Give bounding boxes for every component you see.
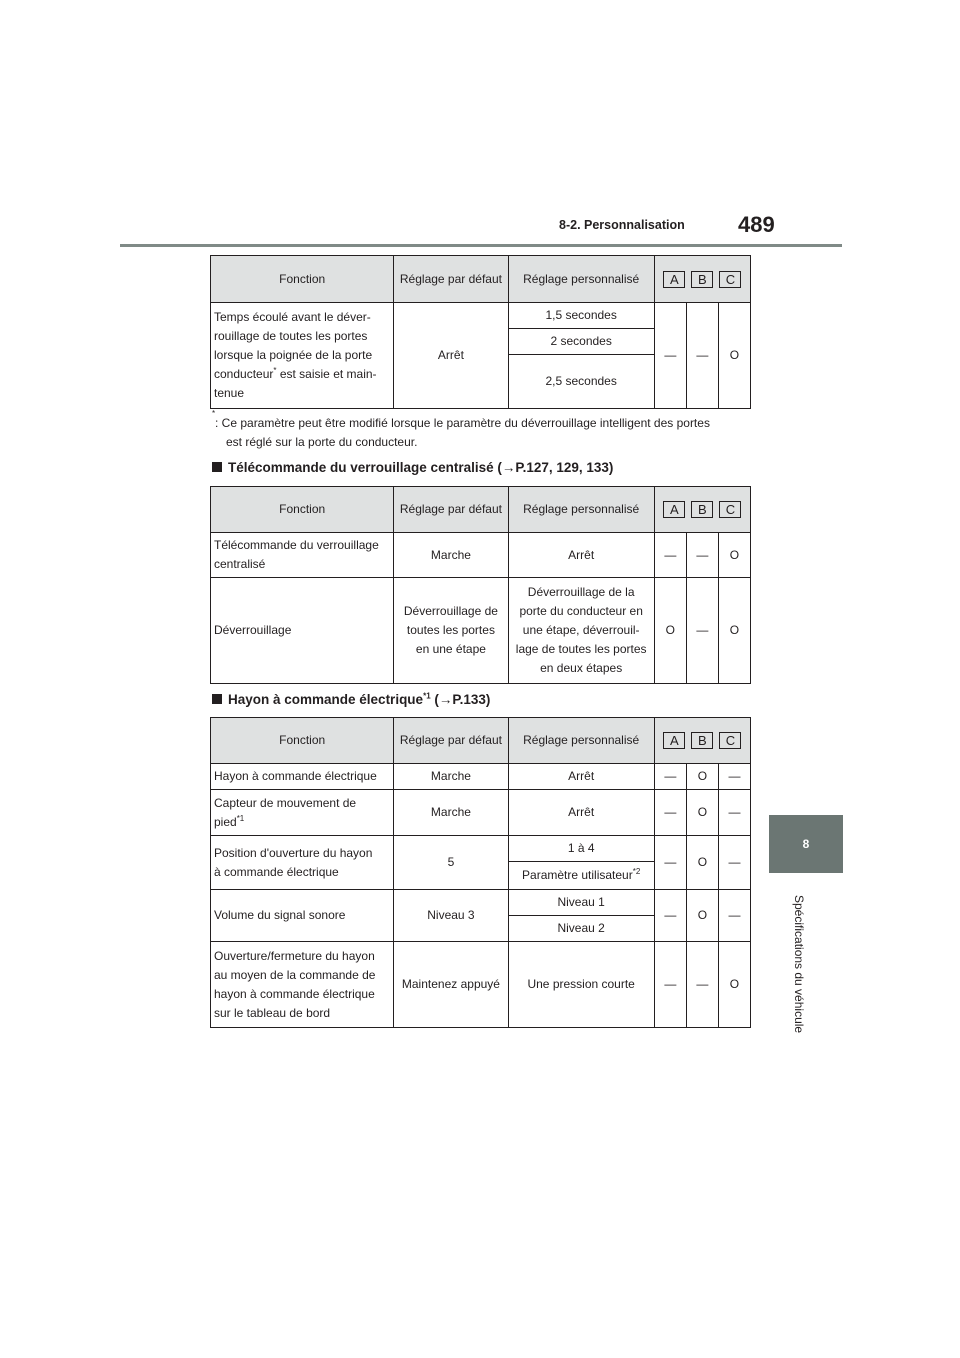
letter-a-box: A (663, 732, 685, 749)
cell-c: — (718, 764, 750, 790)
cell-b: — (686, 303, 718, 409)
table-unlock-delay (210, 255, 751, 409)
cell-defaut: Arrêt (394, 303, 508, 409)
cell-a: O (654, 578, 686, 684)
bullet-square (212, 462, 222, 472)
cell-perso: Une pression courte (508, 942, 654, 1028)
letter-b-box: B (691, 732, 713, 749)
cell-perso-1: Niveau 1 (508, 890, 654, 916)
cell-fonction: Déverrouillage (211, 578, 394, 684)
cell-defaut: Marche (394, 533, 508, 578)
cell-b: O (686, 890, 718, 942)
table-remote-lock (210, 486, 751, 684)
cell-c: — (718, 890, 750, 942)
table-row (211, 764, 751, 790)
header-reglage-defaut: Réglage par défaut (394, 256, 508, 303)
section-header: 8-2. Personnalisation (559, 218, 685, 232)
cell-perso-1: 1 à 4 (508, 836, 654, 862)
cell-fonction: Télécommande du verrouillage centralisé (211, 533, 394, 578)
cell-a: — (654, 533, 686, 578)
cell-fonction: Ouverture/fermeture du hayon au moyen de la commande de hayon à commande électrique sur le tableau de bord (211, 942, 394, 1028)
header-rule (120, 244, 842, 247)
cell-perso-3: 2,5 secondes (508, 355, 654, 409)
cell-a: — (654, 303, 686, 409)
table-header-row (211, 487, 751, 533)
section-title-tailgate: Hayon à commande électrique$^{*1}$ (→P.133) (212, 692, 490, 707)
cell-perso: Arrêt (508, 533, 654, 578)
cell-b: — (686, 533, 718, 578)
cell-fonction: Temps écoulé avant le déver- rouillage de toutes les portes lorsque la poignée de la porte conducteur* est saisie et main- tenue (211, 303, 394, 409)
cell-fonction: Volume du signal sonore (211, 890, 394, 942)
section-title-remote: Télécommande du verrouillage centralisé (→P.127, 129, 133) (212, 460, 613, 475)
cell-defaut: Maintenez appuyé (394, 942, 508, 1028)
table-row (211, 578, 751, 684)
header-abc (654, 718, 750, 764)
table-row (211, 790, 751, 836)
letter-c-box: C (719, 271, 741, 288)
header-fonction: Fonction (211, 718, 394, 764)
letter-b-box: B (691, 501, 713, 518)
chapter-label: Spécifications du véhicule (792, 895, 806, 1034)
header-reglage-personnalise: Réglage personnalisé (508, 487, 654, 533)
cell-c: — (718, 790, 750, 836)
cell-perso: Arrêt (508, 764, 654, 790)
table-header-row (211, 718, 751, 764)
cell-perso: Déverrouillage de la porte du conducteur en une étape, déverrouil- lage de toutes les portes en deux étapes (508, 578, 654, 684)
cell-c: O (718, 303, 750, 409)
header-abc (654, 487, 750, 533)
table-row (211, 836, 751, 862)
cell-perso-2: Paramètre utilisateur$^{*2}$ (508, 862, 654, 890)
header-reglage-personnalise: Réglage personnalisé (508, 718, 654, 764)
cell-b: — (686, 942, 718, 1028)
cell-defaut: Déverrouillage de toutes les portes en une étape (394, 578, 508, 684)
bullet-square (212, 694, 222, 704)
cell-a: — (654, 836, 686, 890)
cell-fonction: Hayon à commande électrique (211, 764, 394, 790)
cell-b: O (686, 764, 718, 790)
table-row (211, 533, 751, 578)
table-power-tailgate (210, 717, 751, 1028)
letter-b-box: B (691, 271, 713, 288)
table-row (211, 942, 751, 1028)
header-reglage-defaut: Réglage par défaut (394, 487, 508, 533)
letter-c-box: C (719, 501, 741, 518)
table-row (211, 303, 751, 329)
cell-defaut: Marche (394, 764, 508, 790)
header-fonction: Fonction (211, 256, 394, 303)
header-fonction: Fonction (211, 487, 394, 533)
page-number: 489 (738, 212, 775, 237)
chapter-tab: 8 (769, 815, 843, 873)
cell-a: — (654, 942, 686, 1028)
cell-a: — (654, 764, 686, 790)
header-reglage-personnalise: Réglage personnalisé (508, 256, 654, 303)
cell-a: — (654, 790, 686, 836)
cell-perso: Arrêt (508, 790, 654, 836)
cell-c: — (718, 836, 750, 890)
footnote-line-1: : Ce paramètre peut être modifié lorsque le paramètre du déverrouillage intelligent des portes (215, 416, 710, 430)
header-abc (654, 256, 750, 303)
table-header-row (211, 256, 751, 303)
cell-defaut: Marche (394, 790, 508, 836)
cell-b: O (686, 836, 718, 890)
letter-a-box: A (663, 271, 685, 288)
cell-c: O (718, 942, 750, 1028)
cell-c: O (718, 533, 750, 578)
cell-fonction: Capteur de mouvement de pied$^{*1}$ (211, 790, 394, 836)
cell-defaut: 5 (394, 836, 508, 890)
cell-b: — (686, 578, 718, 684)
cell-a: — (654, 890, 686, 942)
cell-perso-1: 1,5 secondes (508, 303, 654, 329)
footnote-line-2: est réglé sur la porte du conducteur. (226, 435, 418, 449)
cell-perso-2: Niveau 2 (508, 916, 654, 942)
cell-perso-2: 2 secondes (508, 329, 654, 355)
cell-b: O (686, 790, 718, 836)
header-reglage-defaut: Réglage par défaut (394, 718, 508, 764)
letter-c-box: C (719, 732, 741, 749)
cell-defaut: Niveau 3 (394, 890, 508, 942)
cell-fonction: Position d'ouverture du hayon à commande électrique (211, 836, 394, 890)
table-row (211, 890, 751, 916)
cell-c: O (718, 578, 750, 684)
footnote: * : Ce paramètre peut être modifié lorsque le paramètre du déverrouillage intelligent des portes est réglé sur la porte du conducteur. (212, 414, 752, 452)
letter-a-box: A (663, 501, 685, 518)
